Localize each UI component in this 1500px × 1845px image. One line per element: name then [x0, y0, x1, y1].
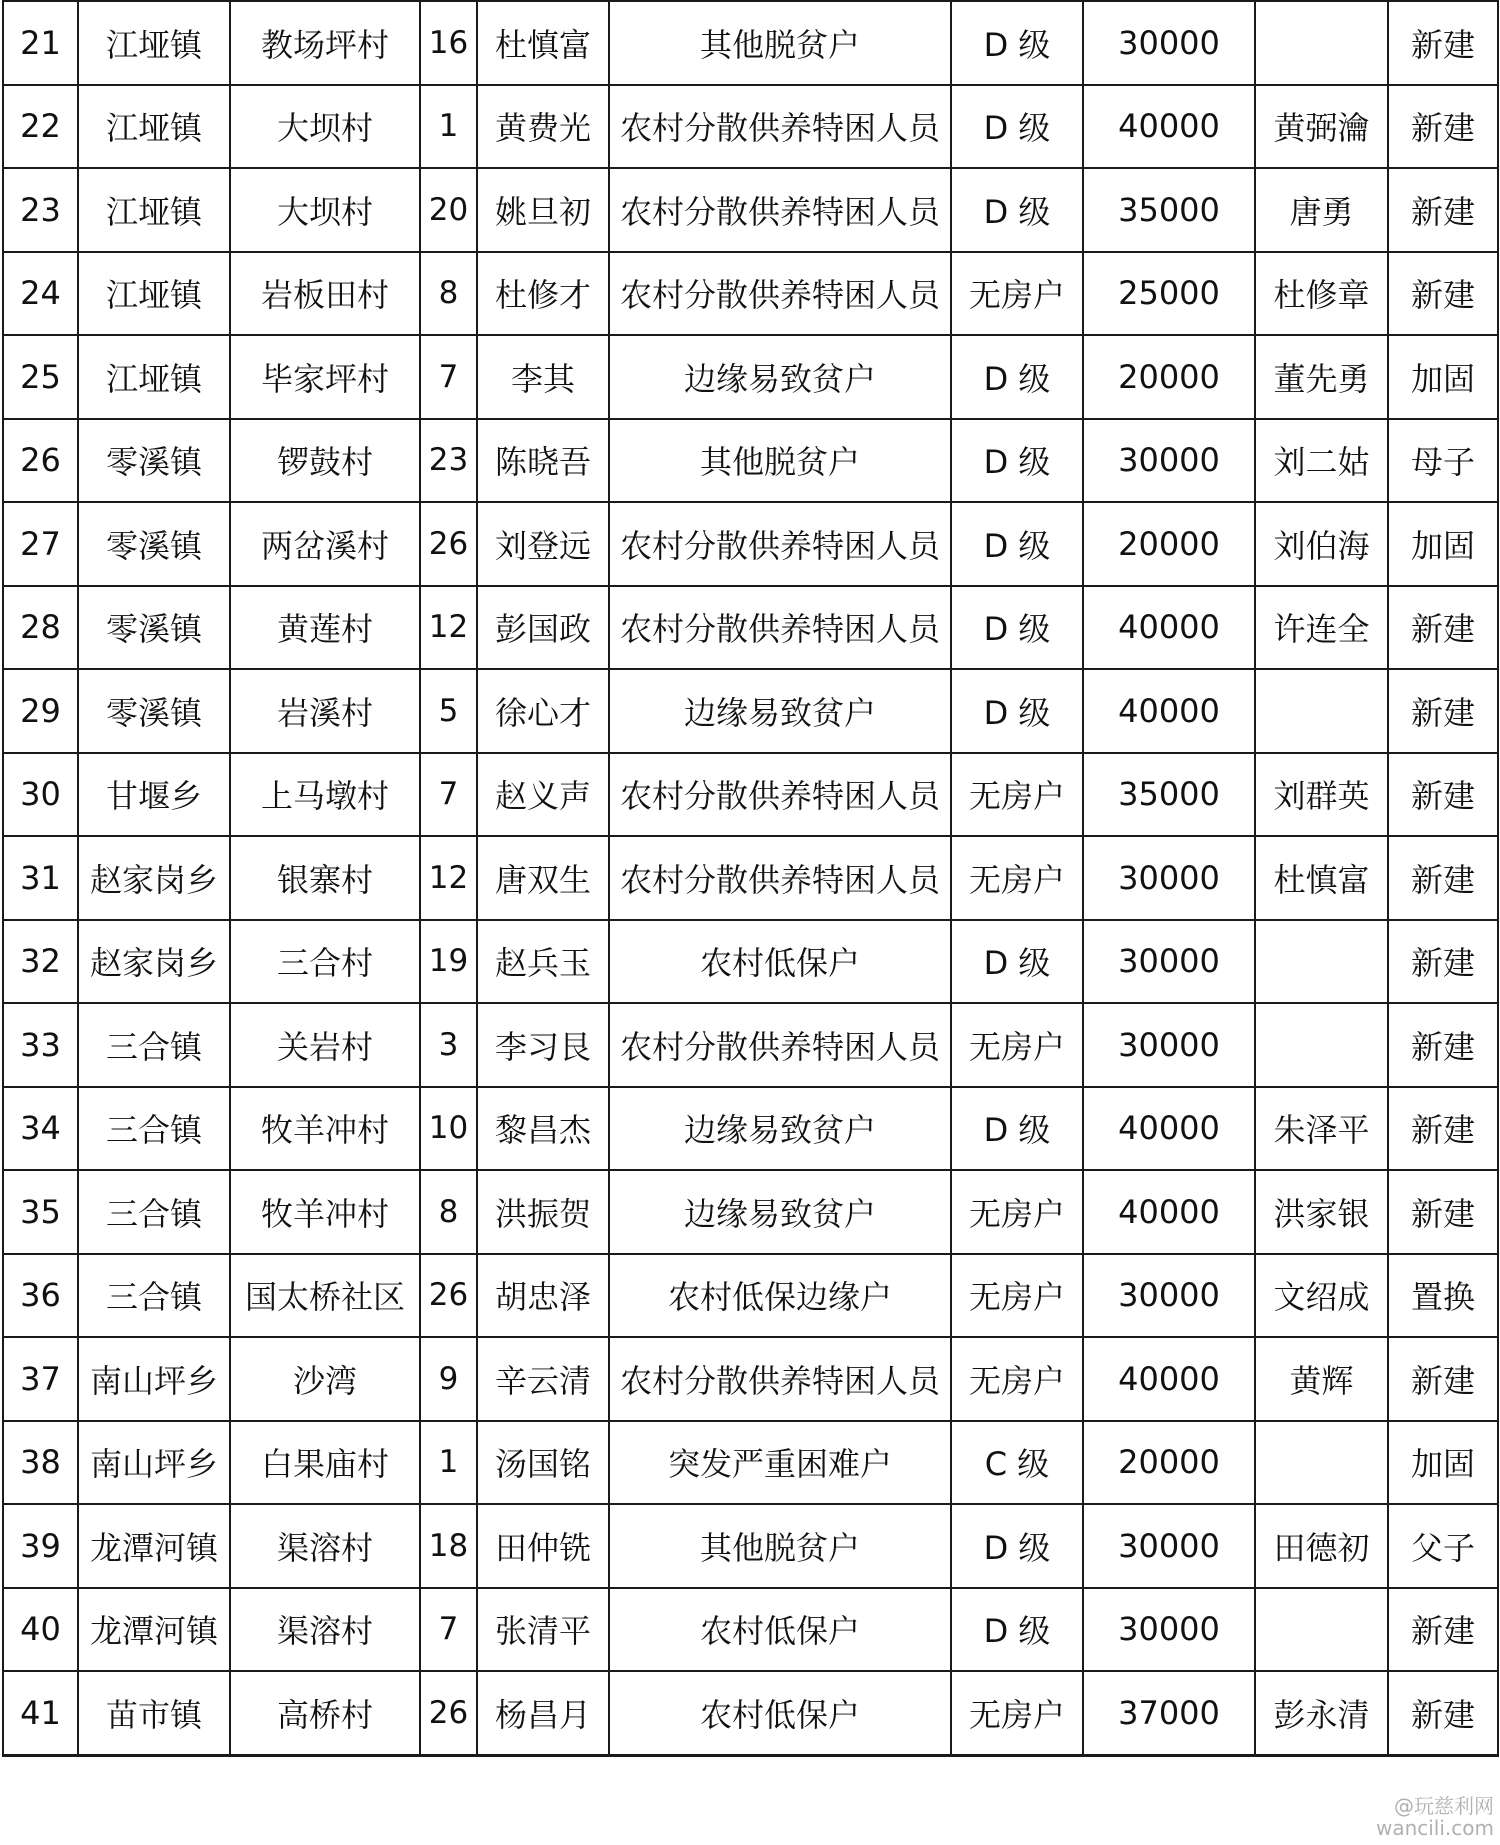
cell-construction-type: 父子 [1388, 1504, 1498, 1588]
cell-index: 37 [3, 1337, 78, 1421]
cell-danger-level: 无房户 [951, 1003, 1083, 1087]
cell-category: 农村分散供养特困人员 [609, 586, 951, 670]
table-row [3, 1087, 1498, 1171]
cell-village: 关岩村 [230, 1003, 420, 1087]
cell-amount: 30000 [1083, 1, 1255, 85]
cell-index: 28 [3, 586, 78, 670]
cell-index: 34 [3, 1087, 78, 1171]
cell-co-resident: 彭永清 [1255, 1671, 1388, 1755]
cell-index: 22 [3, 85, 78, 169]
cell-index: 32 [3, 920, 78, 1004]
cell-township: 三合镇 [78, 1170, 230, 1254]
cell-village: 教场坪村 [230, 1, 420, 85]
cell-category: 农村分散供养特困人员 [609, 168, 951, 252]
cell-group: 23 [420, 419, 477, 503]
cell-danger-level: D 级 [951, 1588, 1083, 1672]
cell-construction-type: 新建 [1388, 1, 1498, 85]
cell-index: 36 [3, 1254, 78, 1338]
cell-township: 江垭镇 [78, 1, 230, 85]
cell-construction-type: 新建 [1388, 1671, 1498, 1755]
cell-township: 江垭镇 [78, 335, 230, 419]
cell-group: 16 [420, 1, 477, 85]
cell-co-resident: 董先勇 [1255, 335, 1388, 419]
cell-construction-type: 新建 [1388, 753, 1498, 837]
cell-construction-type: 新建 [1388, 85, 1498, 169]
cell-danger-level: D 级 [951, 335, 1083, 419]
cell-construction-type: 新建 [1388, 920, 1498, 1004]
cell-danger-level: 无房户 [951, 836, 1083, 920]
cell-township: 赵家岗乡 [78, 836, 230, 920]
cell-township: 零溪镇 [78, 669, 230, 753]
cell-group: 12 [420, 586, 477, 670]
cell-amount: 30000 [1083, 1254, 1255, 1338]
cell-category: 农村低保户 [609, 920, 951, 1004]
watermark-handle: @玩慈利网 [1394, 1794, 1494, 1818]
cell-category: 农村低保户 [609, 1671, 951, 1755]
table-body [3, 1, 1498, 1755]
cell-category: 农村低保户 [609, 1588, 951, 1672]
table-row [3, 1504, 1498, 1588]
cell-group: 18 [420, 1504, 477, 1588]
cell-index: 23 [3, 168, 78, 252]
cell-co-resident: 田德初 [1255, 1504, 1388, 1588]
cell-amount: 40000 [1083, 586, 1255, 670]
cell-village: 上马墩村 [230, 753, 420, 837]
cell-amount: 30000 [1083, 419, 1255, 503]
cell-village: 国太桥社区 [230, 1254, 420, 1338]
cell-co-resident: 刘群英 [1255, 753, 1388, 837]
cell-village: 银寨村 [230, 836, 420, 920]
cell-construction-type: 新建 [1388, 168, 1498, 252]
table-row [3, 586, 1498, 670]
cell-amount: 20000 [1083, 335, 1255, 419]
cell-village: 大坝村 [230, 85, 420, 169]
table-row [3, 1, 1498, 85]
cell-name: 徐心才 [477, 669, 609, 753]
cell-township: 零溪镇 [78, 586, 230, 670]
watermark [1376, 1795, 1494, 1839]
cell-amount: 30000 [1083, 920, 1255, 1004]
cell-amount: 40000 [1083, 1337, 1255, 1421]
table-row [3, 1254, 1498, 1338]
cell-amount: 30000 [1083, 836, 1255, 920]
cell-danger-level: 无房户 [951, 753, 1083, 837]
cell-index: 33 [3, 1003, 78, 1087]
cell-danger-level: 无房户 [951, 1337, 1083, 1421]
table-row [3, 669, 1498, 753]
cell-category: 农村分散供养特困人员 [609, 502, 951, 586]
cell-co-resident: 唐勇 [1255, 168, 1388, 252]
cell-name: 张清平 [477, 1588, 609, 1672]
cell-group: 26 [420, 1254, 477, 1338]
cell-co-resident: 朱泽平 [1255, 1087, 1388, 1171]
cell-township: 三合镇 [78, 1003, 230, 1087]
watermark-site: wancili.com [1375, 1816, 1494, 1840]
cell-danger-level: D 级 [951, 1, 1083, 85]
cell-index: 40 [3, 1588, 78, 1672]
cell-construction-type: 新建 [1388, 1588, 1498, 1672]
cell-co-resident [1255, 1, 1388, 85]
cell-group: 26 [420, 502, 477, 586]
table-row [3, 1671, 1498, 1755]
cell-amount: 25000 [1083, 252, 1255, 336]
cell-danger-level: 无房户 [951, 1170, 1083, 1254]
cell-co-resident: 文绍成 [1255, 1254, 1388, 1338]
table-row [3, 502, 1498, 586]
cell-group: 8 [420, 1170, 477, 1254]
cell-amount: 30000 [1083, 1588, 1255, 1672]
cell-construction-type: 加固 [1388, 335, 1498, 419]
cell-amount: 30000 [1083, 1003, 1255, 1087]
cell-name: 李其 [477, 335, 609, 419]
cell-village: 沙湾 [230, 1337, 420, 1421]
table-row [3, 252, 1498, 336]
cell-index: 41 [3, 1671, 78, 1755]
cell-township: 南山坪乡 [78, 1421, 230, 1505]
table-row [3, 1421, 1498, 1505]
cell-construction-type: 加固 [1388, 1421, 1498, 1505]
cell-co-resident [1255, 1588, 1388, 1672]
cell-name: 杜慎富 [477, 1, 609, 85]
cell-category: 其他脱贫户 [609, 1504, 951, 1588]
cell-name: 杨昌月 [477, 1671, 609, 1755]
cell-index: 25 [3, 335, 78, 419]
table-row [3, 920, 1498, 1004]
cell-index: 21 [3, 1, 78, 85]
cell-group: 19 [420, 920, 477, 1004]
cell-township: 江垭镇 [78, 252, 230, 336]
cell-township: 江垭镇 [78, 168, 230, 252]
cell-village: 牧羊冲村 [230, 1087, 420, 1171]
cell-amount: 20000 [1083, 502, 1255, 586]
cell-construction-type: 新建 [1388, 586, 1498, 670]
cell-co-resident: 许连全 [1255, 586, 1388, 670]
cell-name: 洪振贺 [477, 1170, 609, 1254]
cell-amount: 40000 [1083, 669, 1255, 753]
cell-group: 10 [420, 1087, 477, 1171]
cell-name: 赵兵玉 [477, 920, 609, 1004]
cell-village: 毕家坪村 [230, 335, 420, 419]
cell-township: 甘堰乡 [78, 753, 230, 837]
cell-category: 边缘易致贫户 [609, 335, 951, 419]
cell-construction-type: 新建 [1388, 252, 1498, 336]
cell-name: 赵义声 [477, 753, 609, 837]
cell-construction-type: 新建 [1388, 669, 1498, 753]
cell-name: 黄费光 [477, 85, 609, 169]
cell-construction-type: 新建 [1388, 836, 1498, 920]
cell-name: 唐双生 [477, 836, 609, 920]
cell-category: 农村分散供养特困人员 [609, 85, 951, 169]
cell-index: 24 [3, 252, 78, 336]
cell-category: 农村分散供养特困人员 [609, 1337, 951, 1421]
cell-index: 39 [3, 1504, 78, 1588]
cell-group: 12 [420, 836, 477, 920]
table-row [3, 1588, 1498, 1672]
cell-amount: 40000 [1083, 85, 1255, 169]
cell-village: 锣鼓村 [230, 419, 420, 503]
cell-name: 李习艮 [477, 1003, 609, 1087]
cell-index: 31 [3, 836, 78, 920]
cell-village: 三合村 [230, 920, 420, 1004]
cell-category: 农村分散供养特困人员 [609, 1003, 951, 1087]
cell-construction-type: 新建 [1388, 1087, 1498, 1171]
cell-township: 三合镇 [78, 1254, 230, 1338]
cell-co-resident [1255, 1421, 1388, 1505]
cell-index: 29 [3, 669, 78, 753]
cell-township: 江垭镇 [78, 85, 230, 169]
cell-village: 渠溶村 [230, 1588, 420, 1672]
cell-group: 7 [420, 753, 477, 837]
cell-group: 7 [420, 335, 477, 419]
cell-category: 农村分散供养特困人员 [609, 753, 951, 837]
cell-category: 边缘易致贫户 [609, 1087, 951, 1171]
cell-index: 35 [3, 1170, 78, 1254]
table-row [3, 85, 1498, 169]
cell-group: 9 [420, 1337, 477, 1421]
table-row [3, 1337, 1498, 1421]
cell-group: 7 [420, 1588, 477, 1672]
cell-group: 1 [420, 85, 477, 169]
cell-category: 其他脱贫户 [609, 419, 951, 503]
cell-amount: 40000 [1083, 1087, 1255, 1171]
cell-category: 农村分散供养特困人员 [609, 252, 951, 336]
cell-name: 汤国铭 [477, 1421, 609, 1505]
cell-danger-level: 无房户 [951, 252, 1083, 336]
cell-co-resident: 黄弼瀹 [1255, 85, 1388, 169]
cell-danger-level: D 级 [951, 502, 1083, 586]
cell-danger-level: D 级 [951, 85, 1083, 169]
table-row [3, 335, 1498, 419]
cell-danger-level: C 级 [951, 1421, 1083, 1505]
cell-index: 26 [3, 419, 78, 503]
cell-group: 8 [420, 252, 477, 336]
cell-co-resident: 杜修章 [1255, 252, 1388, 336]
cell-group: 20 [420, 168, 477, 252]
cell-name: 刘登远 [477, 502, 609, 586]
cell-co-resident: 洪家银 [1255, 1170, 1388, 1254]
cell-co-resident: 杜慎富 [1255, 836, 1388, 920]
cell-township: 龙潭河镇 [78, 1588, 230, 1672]
cell-co-resident [1255, 1003, 1388, 1087]
cell-village: 岩板田村 [230, 252, 420, 336]
table-row [3, 419, 1498, 503]
cell-index: 27 [3, 502, 78, 586]
cell-township: 苗市镇 [78, 1671, 230, 1755]
cell-name: 胡忠泽 [477, 1254, 609, 1338]
cell-construction-type: 置换 [1388, 1254, 1498, 1338]
cell-name: 彭国政 [477, 586, 609, 670]
cell-village: 白果庙村 [230, 1421, 420, 1505]
cell-amount: 35000 [1083, 168, 1255, 252]
cell-danger-level: D 级 [951, 586, 1083, 670]
cell-danger-level: D 级 [951, 920, 1083, 1004]
table-row [3, 836, 1498, 920]
cell-name: 辛云清 [477, 1337, 609, 1421]
cell-township: 龙潭河镇 [78, 1504, 230, 1588]
cell-amount: 35000 [1083, 753, 1255, 837]
cell-village: 两岔溪村 [230, 502, 420, 586]
cell-amount: 30000 [1083, 1504, 1255, 1588]
cell-group: 26 [420, 1671, 477, 1755]
cell-group: 3 [420, 1003, 477, 1087]
cell-township: 零溪镇 [78, 502, 230, 586]
cell-category: 农村低保边缘户 [609, 1254, 951, 1338]
cell-construction-type: 加固 [1388, 502, 1498, 586]
cell-name: 杜修才 [477, 252, 609, 336]
cell-construction-type: 新建 [1388, 1003, 1498, 1087]
cell-township: 三合镇 [78, 1087, 230, 1171]
cell-group: 1 [420, 1421, 477, 1505]
housing-aid-table [2, 0, 1499, 1757]
cell-name: 陈晓吾 [477, 419, 609, 503]
cell-township: 零溪镇 [78, 419, 230, 503]
cell-danger-level: D 级 [951, 669, 1083, 753]
cell-danger-level: D 级 [951, 1087, 1083, 1171]
cell-construction-type: 新建 [1388, 1170, 1498, 1254]
cell-co-resident: 刘伯海 [1255, 502, 1388, 586]
table-row [3, 753, 1498, 837]
cell-amount: 40000 [1083, 1170, 1255, 1254]
cell-name: 黎昌杰 [477, 1087, 609, 1171]
cell-danger-level: D 级 [951, 419, 1083, 503]
cell-co-resident: 刘二姑 [1255, 419, 1388, 503]
cell-index: 38 [3, 1421, 78, 1505]
cell-construction-type: 母子 [1388, 419, 1498, 503]
table-row [3, 168, 1498, 252]
cell-danger-level: D 级 [951, 168, 1083, 252]
cell-village: 岩溪村 [230, 669, 420, 753]
cell-village: 牧羊冲村 [230, 1170, 420, 1254]
cell-index: 30 [3, 753, 78, 837]
cell-group: 5 [420, 669, 477, 753]
cell-category: 边缘易致贫户 [609, 669, 951, 753]
cell-category: 农村分散供养特困人员 [609, 836, 951, 920]
cell-category: 其他脱贫户 [609, 1, 951, 85]
cell-danger-level: 无房户 [951, 1254, 1083, 1338]
cell-category: 突发严重困难户 [609, 1421, 951, 1505]
cell-co-resident [1255, 920, 1388, 1004]
cell-village: 大坝村 [230, 168, 420, 252]
cell-danger-level: D 级 [951, 1504, 1083, 1588]
cell-name: 田仲铣 [477, 1504, 609, 1588]
cell-township: 南山坪乡 [78, 1337, 230, 1421]
cell-township: 赵家岗乡 [78, 920, 230, 1004]
cell-co-resident: 黄辉 [1255, 1337, 1388, 1421]
table-row [3, 1170, 1498, 1254]
cell-village: 渠溶村 [230, 1504, 420, 1588]
cell-category: 边缘易致贫户 [609, 1170, 951, 1254]
table-row [3, 1003, 1498, 1087]
cell-village: 黄莲村 [230, 586, 420, 670]
cell-amount: 37000 [1083, 1671, 1255, 1755]
cell-village: 高桥村 [230, 1671, 420, 1755]
cell-danger-level: 无房户 [951, 1671, 1083, 1755]
cell-amount: 20000 [1083, 1421, 1255, 1505]
cell-name: 姚旦初 [477, 168, 609, 252]
cell-construction-type: 新建 [1388, 1337, 1498, 1421]
cell-co-resident [1255, 669, 1388, 753]
